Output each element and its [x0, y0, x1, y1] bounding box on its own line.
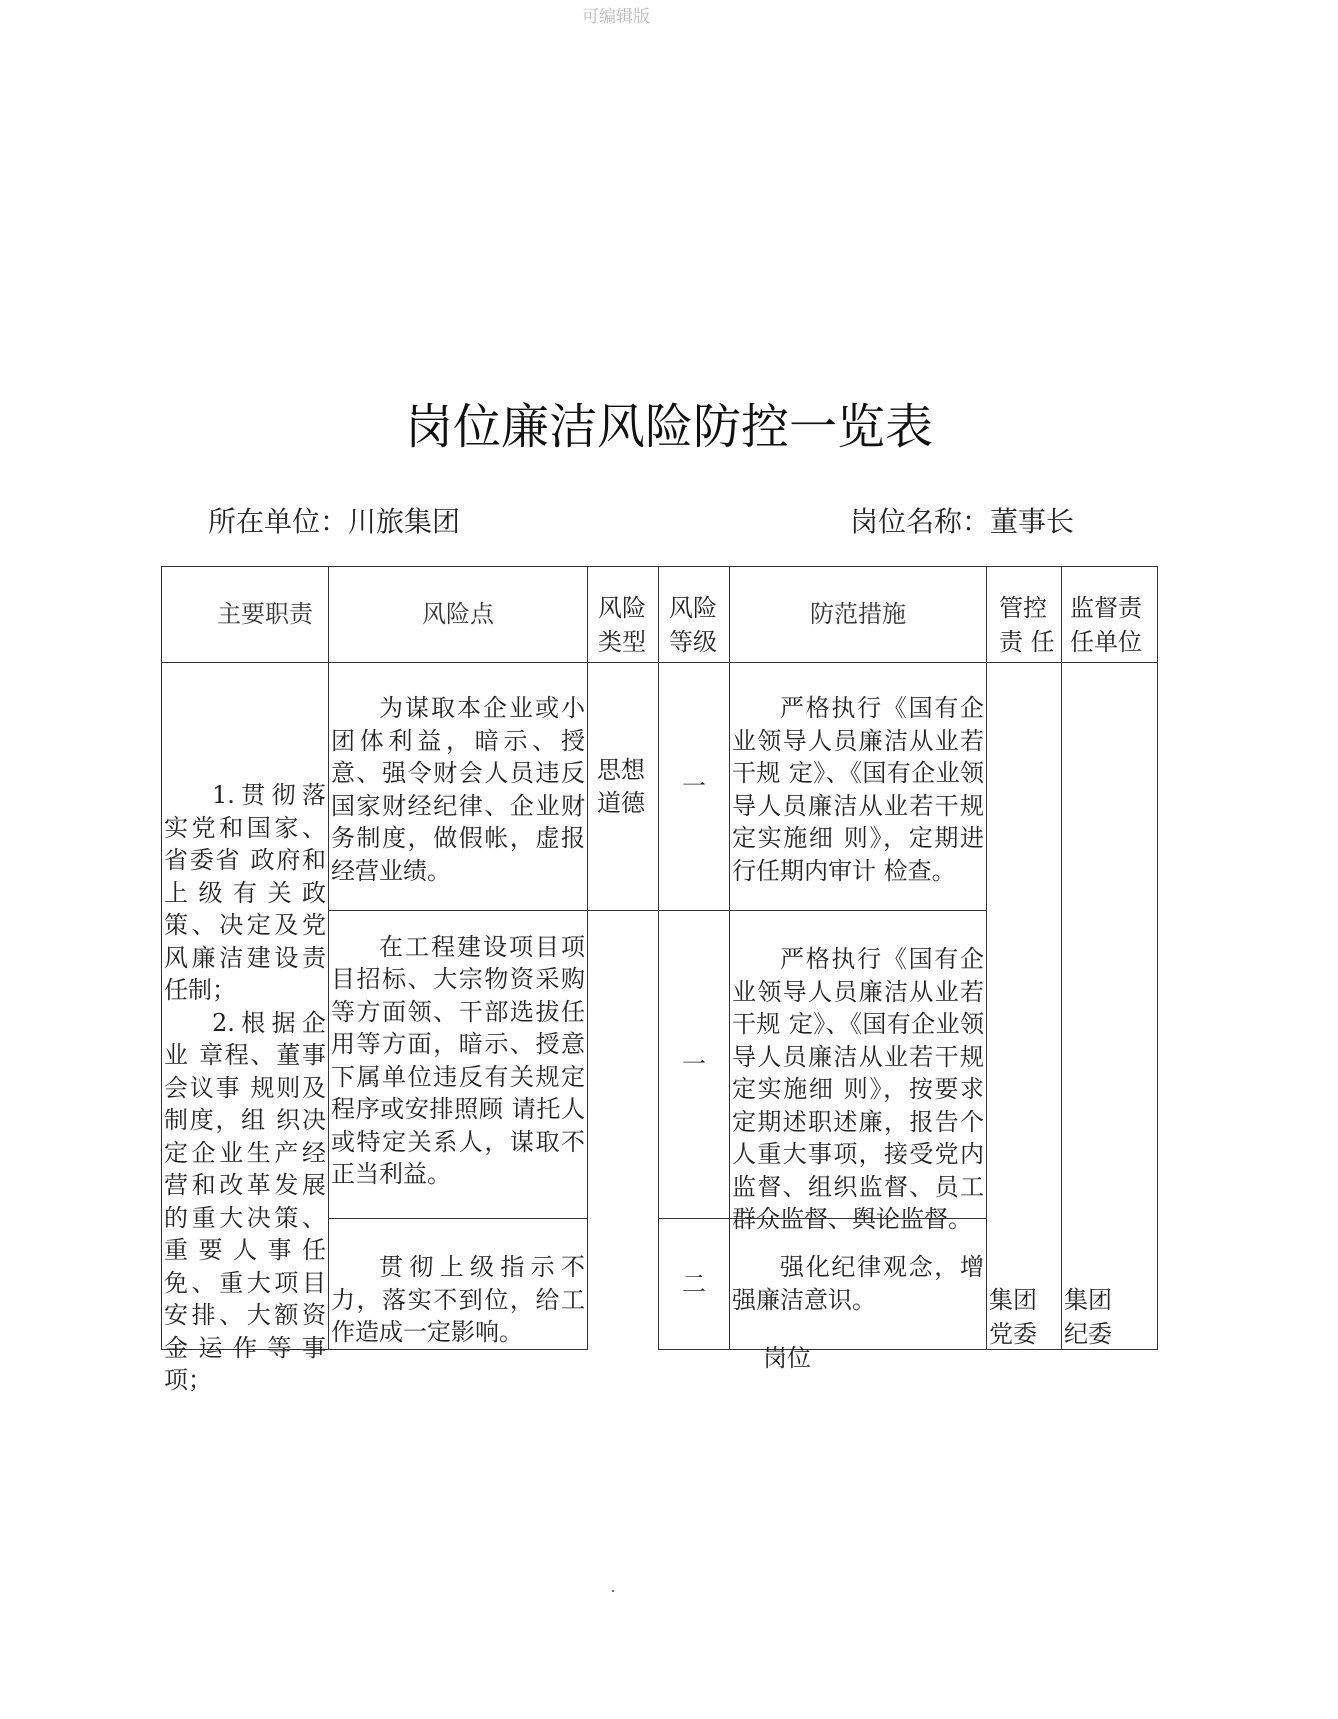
risk-point-cell: [329, 1219, 588, 1350]
measures-cell: [730, 663, 987, 911]
duty-cell: [162, 663, 329, 1394]
measures-text: 严格执行《国有企业领导人员廉洁从业若干规 定》、《国有企业领导人员廉洁从业若干规定实施细 则》，按要求定期述职述廉，报告个人重大事项，接受党内监督、组织监督、员工群众监督、舆论监督。: [732, 945, 984, 1233]
risk-type-overflow-text: 岗位: [763, 1344, 811, 1372]
header-risk-level-line1: 风险: [669, 594, 717, 622]
header-risk-level: [659, 567, 730, 663]
measures-cell: [730, 911, 987, 1233]
risk-level-cell: 二: [659, 1219, 730, 1350]
header-measures: 防范措施: [730, 567, 987, 663]
risk-point-cell: [329, 663, 588, 911]
measures-text: 强化纪律观念，增强廉洁意识。: [732, 1253, 984, 1314]
header-supervise: [1062, 567, 1158, 663]
header-risk-level-line2: 等级: [669, 628, 717, 656]
header-control-line2: 责 任: [999, 628, 1055, 656]
risk-type-cell-merged: [588, 911, 659, 1350]
page-dot: [612, 1590, 614, 1592]
supervise-unit-line1: 集团: [1064, 1285, 1112, 1314]
post-line: [850, 500, 1074, 540]
risk-table-viewport: [161, 566, 1159, 1394]
header-risk-type: [588, 567, 659, 663]
header-row: [162, 567, 1158, 663]
header-risk-type-line2: 类型: [598, 628, 646, 656]
control-unit-line2: 党委: [989, 1319, 1037, 1348]
header-control-line1: 管控: [999, 594, 1047, 622]
unit-line: [208, 500, 460, 540]
table-row: [162, 663, 1158, 911]
supervise-unit-cell: [1062, 663, 1158, 1350]
measures-cell: [730, 1219, 987, 1350]
risk-level-cell: 一: [659, 911, 730, 1219]
measures-text: 严格执行《国有企业领导人员廉洁从业若干规 定》、《国有企业领导人员廉洁从业若干规定实施细 则》，定期进行任期内审计 检查。: [732, 694, 984, 885]
header-duty: 主要职责: [162, 567, 329, 663]
header-risk-type-line1: 风险: [598, 594, 646, 622]
header-control: [987, 567, 1062, 663]
control-unit-cell: [987, 663, 1062, 1350]
post-value: 董事长: [990, 505, 1075, 538]
duty-text-1: 1.贯彻落实党和国家、省委省 政府和上级有关政策、决定及党风廉洁建设责任制；: [164, 781, 326, 1004]
risk-type-cell: [588, 663, 659, 911]
header-supervise-line2: 任单位: [1070, 628, 1142, 656]
duty-text-2: 2.根据企业 章程、董事会议事 规则及制度，组 织决定企业生产经营和改革发展的重大决策、重要人事任免、重大项目安排、大额资金运作等事项；: [164, 1008, 326, 1394]
header-risk-point: 风险点: [329, 567, 588, 663]
risk-point-cell: [329, 911, 588, 1219]
risk-point-text: 在工程建设项目项目招标、大宗物资采购等方面领、干部选拔任用等方面，暗示、授意下属单位违反有关规定程序或安排照顾 请托人或特定关系人，谋取不正当利益。: [331, 932, 585, 1188]
unit-label: 所在单位：: [208, 505, 349, 538]
risk-level-cell: 一: [659, 663, 730, 911]
risk-point-text: 为谋取本企业或小团体利益，暗示、授意、强令财会人员违反国家财经纪律、企业财务制度，做假帐，虚报经营业绩。: [331, 694, 585, 885]
risk-point-text: 贯彻上级指示不力，落实不到位，给工作造成一定影响。: [331, 1253, 585, 1346]
header-supervise-line1: 监督责: [1070, 594, 1142, 622]
supervise-unit-line2: 纪委: [1064, 1319, 1112, 1348]
watermark-text: 可编辑版: [582, 7, 650, 27]
post-label: 岗位名称：: [850, 505, 991, 538]
risk-type-text: 思想道德: [597, 756, 645, 817]
control-unit-line1: 集团: [989, 1285, 1037, 1314]
page-title: 岗位廉洁风险防控一览表: [404, 399, 933, 455]
unit-value: 川旅集团: [348, 505, 461, 538]
